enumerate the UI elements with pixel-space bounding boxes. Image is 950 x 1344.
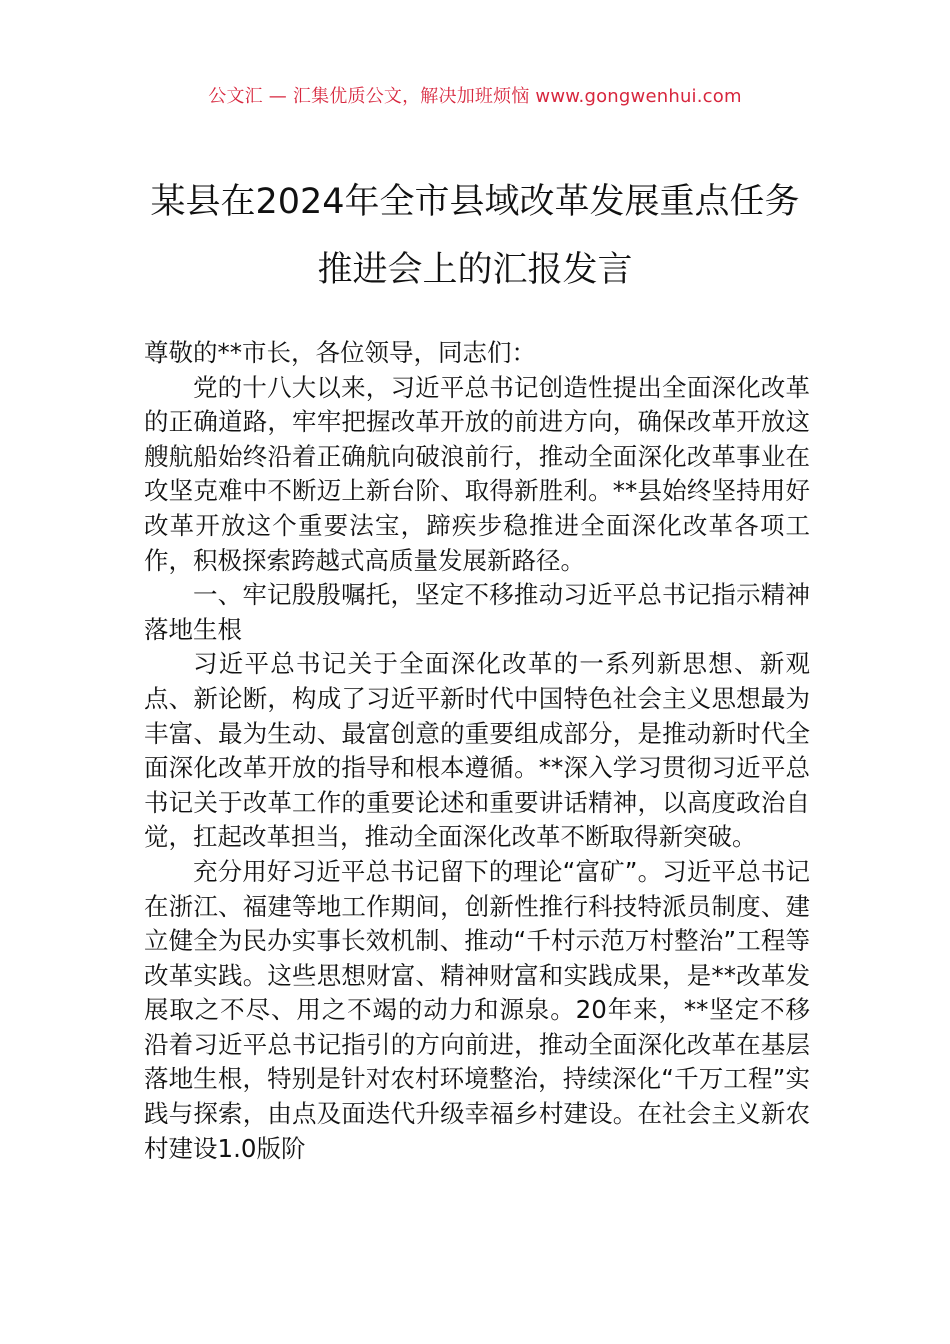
document-title-line-2: 推进会上的汇报发言: [317, 250, 633, 290]
document-body: [144, 336, 810, 1166]
salutation: 尊敬的**市长，各位领导，同志们：: [144, 338, 536, 367]
paragraph: 党的十八大以来，习近平总书记创造性提出全面深化改革的正确道路，牢牢把握改革开放的前进方向，确保改革开放这艘航船始终沿着正确航向破浪前行，推动全面深化改革事业在攻坚克难中不断迈上新台阶、取得新胜利。**县始终坚持用好改革开放这个重要法宝，蹄疾步稳推进全面深化改革各项工作，积极探索跨越式高质量发展新路径。: [144, 372, 810, 575]
site-banner[interactable]: 公文汇 — 汇集优质公文，解决加班烦恼 www.gongwenhui.com: [208, 86, 742, 107]
paragraph: 充分用好习近平总书记留下的理论“富矿”。习近平总书记在浙江、福建等地工作期间，创新性推行科技特派员制度、建立健全为民办实事长效机制、推动“千村示范万村整治”工程等改革实践。这些思想财富、精神财富和实践成果，是**改革发展取之不尽、用之不竭的动力和源泉。20年来，**坚定不移沿着习近平总书记指引的方向前进，推动全面深化改革在基层落地生根，特别是针对农村环境整治，持续深化“千万工程”实践与探索，由点及面迭代升级幸福乡村建设。在社会主义新农村建设1.0版阶: [144, 856, 810, 1163]
paragraph: 习近平总书记关于全面深化改革的一系列新思想、新观点、新论断，构成了习近平新时代中国特色社会主义思想最为丰富、最为生动、最富创意的重要组成部分，是推动新时代全面深化改革开放的指导和根本遵循。**深入学习贯彻习近平总书记关于改革工作的重要论述和重要讲话精神，以高度政治自觉，扛起改革担当，推动全面深化改革不断取得新突破。: [144, 649, 810, 852]
section-heading: 一、牢记殷殷嘱托，坚定不移推动习近平总书记指示精神落地生根: [144, 580, 810, 644]
document-title-line-1: 某县在2024年全市县域改革发展重点任务: [150, 182, 800, 222]
